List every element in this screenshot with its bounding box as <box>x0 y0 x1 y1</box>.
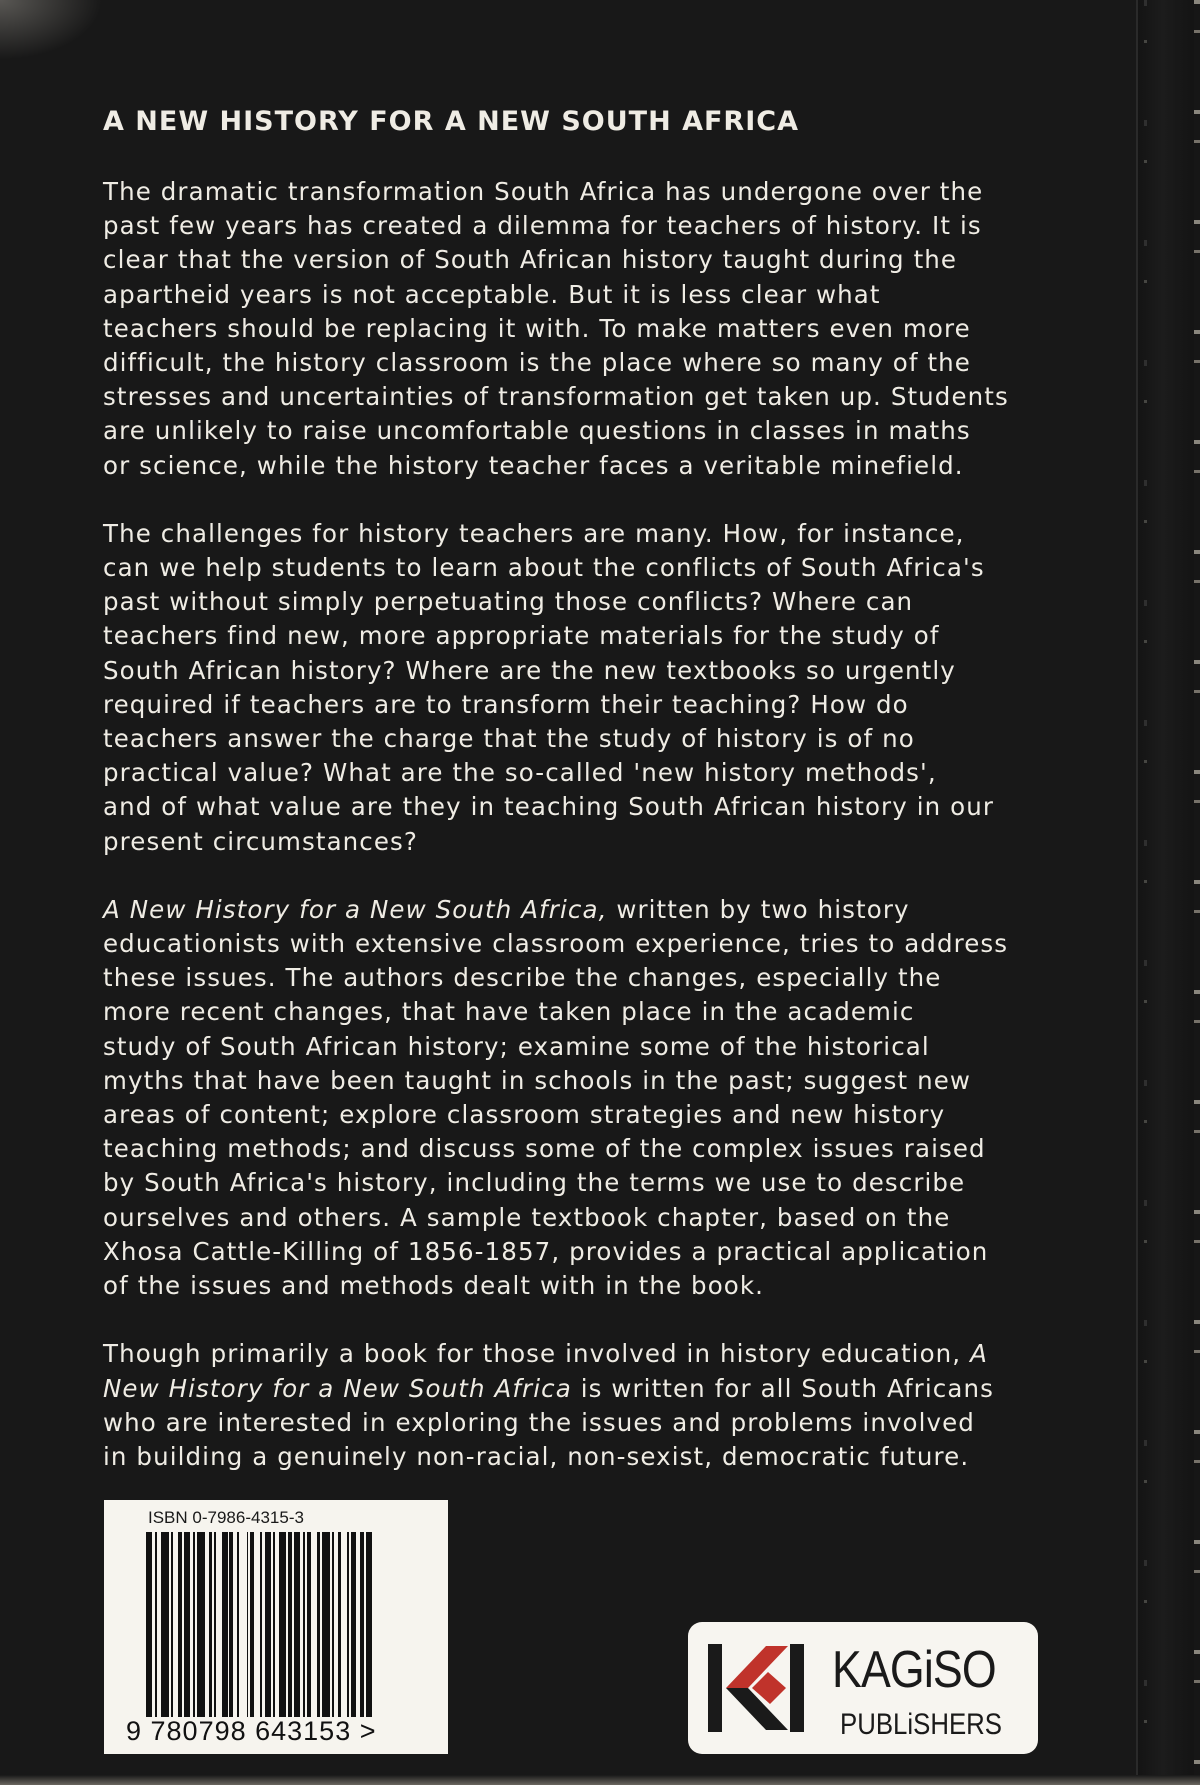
text-line: areas of content; explore classroom strategies and new history <box>103 1100 946 1130</box>
book-title-italic: A <box>970 1339 988 1369</box>
barcode-bar <box>322 1532 330 1717</box>
text-fragment: Though primarily a book for those involved in history education, <box>103 1339 971 1369</box>
paragraph-1 <box>103 175 1103 483</box>
text-line: Xhosa Cattle-Killing of 1856-1857, provides a practical application <box>103 1236 989 1266</box>
text-line <box>103 893 1103 927</box>
text-line: educationists with extensive classroom experience, tries to address <box>103 929 1009 959</box>
barcode-bar <box>279 1532 287 1717</box>
text-line: difficult, the history classroom is the place where so many of the <box>103 348 971 378</box>
cover-wear <box>0 0 120 70</box>
barcode-bar <box>197 1532 205 1717</box>
book-title-italic: New History for a New South Africa <box>103 1373 572 1403</box>
isbn-label: ISBN 0-7986-4315-3 <box>148 1508 304 1527</box>
barcode-gap <box>239 1532 247 1717</box>
blurb-text <box>103 100 1103 1508</box>
text-line: by South Africa's history, including the terms we use to describe <box>103 1168 966 1198</box>
book-spine-edge <box>1136 0 1200 1785</box>
kagiso-logo-icon <box>704 1638 808 1738</box>
text-line: of the issues and methods dealt with in the book. <box>103 1271 765 1301</box>
text-line: teaching methods; and discuss some of the complex issues raised <box>103 1134 986 1164</box>
text-line: myths that have been taught in schools in the past; suggest new <box>103 1065 972 1095</box>
publisher-logo <box>688 1622 1038 1754</box>
text-line: required if teachers are to transform their teaching? How do <box>103 689 909 719</box>
barcode-number: 9 780798 643153 > <box>126 1716 377 1746</box>
book-title-italic: A New History for a New South Africa, <box>103 894 608 924</box>
text-fragment: is written for all South Africans <box>571 1373 994 1403</box>
isbn-barcode <box>104 1500 448 1754</box>
text-line: or science, while the history teacher faces a veritable minefield. <box>103 450 964 480</box>
barcode-bar <box>161 1532 169 1717</box>
text-line: ourselves and others. A sample textbook chapter, based on the <box>103 1202 951 1232</box>
text-line: are unlikely to raise uncomfortable questions in classes in maths <box>103 416 971 446</box>
publisher-name: KAGiSO <box>832 1641 996 1699</box>
paragraph-3 <box>103 893 1103 1303</box>
cover-bottom-edge <box>0 1775 1200 1785</box>
paragraph-2 <box>103 517 1103 859</box>
barcode-bars <box>146 1532 406 1717</box>
text-line: past without simply perpetuating those conflicts? Where can <box>103 587 914 617</box>
text-line: apartheid years is not acceptable. But it is less clear what <box>103 279 881 309</box>
text-line: The dramatic transformation South Africa has undergone over the <box>103 177 984 206</box>
paragraph-4 <box>103 1337 1103 1474</box>
text-line: in building a genuinely non-racial, non-sexist, democratic future. <box>103 1441 970 1471</box>
text-line: these issues. The authors describe the changes, especially the <box>103 963 942 993</box>
text-line: study of South African history; examine some of the historical <box>103 1031 930 1061</box>
text-fragment: written by two history <box>607 894 910 924</box>
barcode-bar <box>366 1532 372 1717</box>
text-line <box>103 1372 1103 1406</box>
text-line: teachers should be replacing it with. To make matters even more <box>103 313 971 343</box>
text-line: practical value? What are the so-called 'new history methods', <box>103 758 937 788</box>
text-line: The challenges for history teachers are many. How, for instance, <box>103 518 965 548</box>
text-line: more recent changes, that have taken place in the academic <box>103 997 915 1027</box>
text-line: teachers find new, more appropriate materials for the study of <box>103 621 940 651</box>
text-line: who are interested in exploring the issues and problems involved <box>103 1407 975 1437</box>
book-heading: A NEW HISTORY FOR A NEW SOUTH AFRICA <box>103 106 799 137</box>
text-line: stresses and uncertainties of transformation get taken up. Students <box>103 382 1009 412</box>
text-line: clear that the version of South African history taught during the <box>103 245 958 275</box>
text-line: past few years has created a dilemma for teachers of history. It is <box>103 211 982 241</box>
text-line: and of what value are they in teaching South African history in our <box>103 792 995 822</box>
text-line <box>103 1337 1103 1371</box>
text-line: teachers answer the charge that the study of history is of no <box>103 724 915 754</box>
text-line: can we help students to learn about the conflicts of South Africa's <box>103 553 985 583</box>
text-line: South African history? Where are the new textbooks so urgently <box>103 655 956 685</box>
publisher-subtitle: PUBLiSHERS <box>840 1708 1003 1741</box>
text-line: present circumstances? <box>103 826 419 856</box>
